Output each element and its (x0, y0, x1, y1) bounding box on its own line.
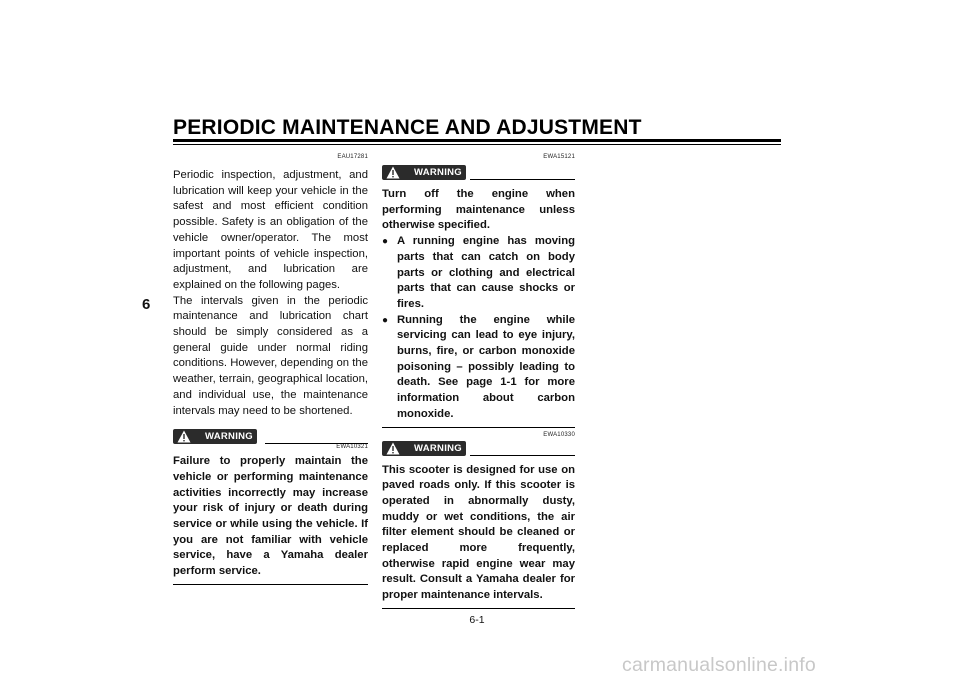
list-item-text: A running engine has moving parts that can catch on body parts or clothing and electrical parts that can cause shocks or fires. (397, 235, 575, 310)
warning-triangle-icon (386, 442, 400, 455)
bullet-dot-icon: ● (382, 236, 389, 248)
left-column (173, 154, 368, 585)
warning-triangle-icon (177, 430, 191, 443)
warning-intro: Turn off the engine when performing maintenance unless otherwise specified. (382, 188, 575, 232)
warning-bullets (382, 234, 575, 422)
list-item (382, 313, 575, 423)
warning-rule (470, 179, 575, 180)
paragraph: Periodic inspection, adjustment, and lubrication will keep your vehicle in the safest and most efficient condition possible. Safety is an obligation of the vehicle owner/operator. The most important points of vehicle inspection, adjustment, and lubrication are explained on the following pages. (173, 169, 368, 291)
list-item (382, 234, 575, 313)
warning-badge (382, 441, 466, 456)
paragraph: The intervals given in the periodic maintenance and lubrication chart should be simply considered as a general guide under normal riding conditions. However, depending on the weather, terrain, geographical location, and individual use, the maintenance intervals may need to be shortened. (173, 294, 368, 417)
reference-code: EAU17281 (337, 154, 368, 160)
reference-code: EWA10321 (336, 444, 368, 451)
warning-label: WARNING (413, 167, 462, 178)
warning-end-rule (173, 584, 368, 585)
warning-text: Failure to properly maintain the vehicle or performing maintenance activities incorrectly may increase your risk of injury or death during service or while using the vehicle. If you are not familiar with vehicle service, have a Yamaha dealer perform service. (173, 455, 368, 578)
warning-label: WARNING (204, 431, 253, 443)
warning-end-rule (382, 427, 575, 428)
warning-triangle-icon (386, 166, 400, 179)
watermark: carmanualsonline.info (622, 654, 816, 676)
warning-label: WARNING (413, 442, 462, 454)
reference-code: EWA10330 (543, 431, 575, 438)
warning-badge (382, 165, 466, 180)
header-rule (173, 139, 781, 142)
right-column (382, 154, 575, 609)
intro-text (173, 168, 368, 419)
warning-end-rule (382, 608, 575, 609)
list-item-text: Running the engine while servicing can lead to eye injury, burns, fire, or carbon monoxide poisoning – possibly leading to death. See page 1-1 for more information about carbon monoxide. (397, 313, 575, 420)
warning-rule (470, 455, 575, 456)
warning-header (173, 427, 368, 447)
page-title: PERIODIC MAINTENANCE AND ADJUSTMENT (173, 116, 642, 139)
bullet-dot-icon: ● (382, 314, 389, 326)
header-rule-thin (173, 144, 781, 145)
warning-header (382, 163, 575, 183)
chapter-tab: 6 (142, 296, 151, 313)
reference-code: EWA15121 (543, 154, 575, 160)
warning-text: This scooter is designed for use on paved roads only. If this scooter is operated in abnormally dusty, muddy or wet conditions, the air filter element should be cleaned or replaced more frequently, otherwise rapid engine wear may result. Consult a Yamaha dealer for proper maintenance intervals. (382, 463, 575, 602)
warning-badge (173, 429, 257, 444)
warning-header (382, 439, 575, 459)
page-number: 6-1 (469, 614, 485, 626)
warning-rule (265, 443, 368, 444)
